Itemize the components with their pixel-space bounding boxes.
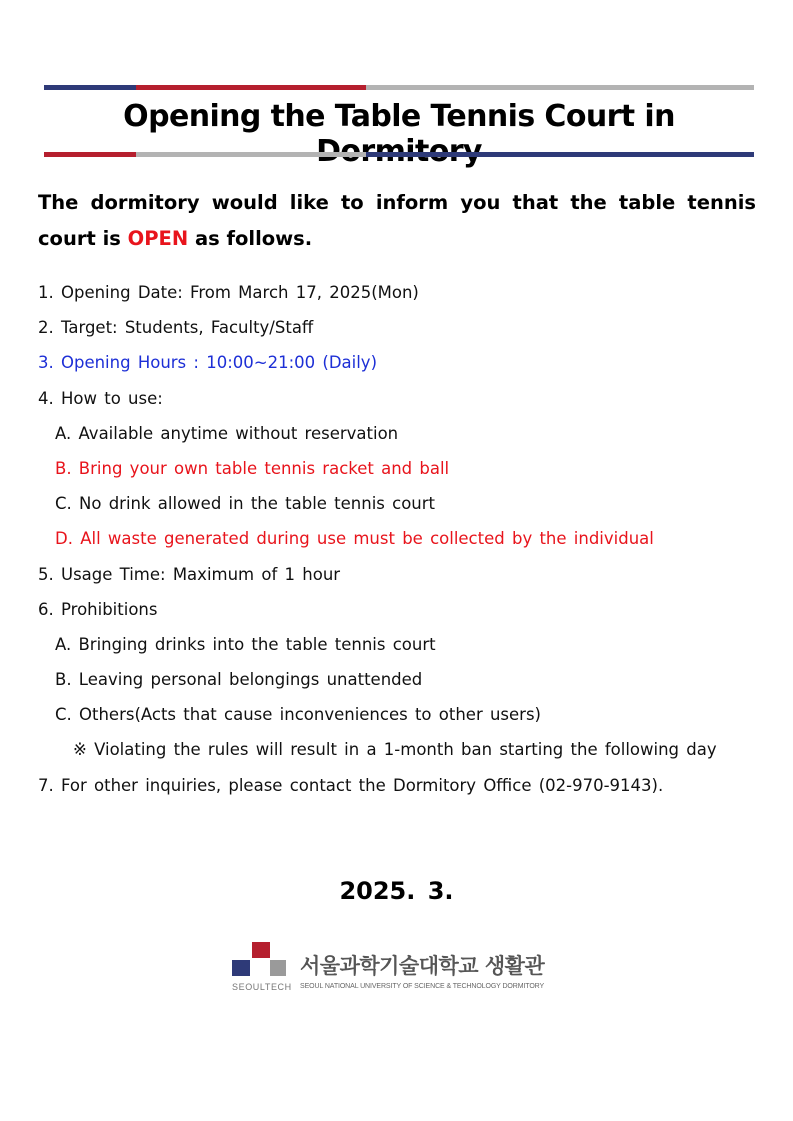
how-to-use-d: D. All waste generated during use must be collected by the individual <box>55 529 654 549</box>
page-title: Opening the Table Tennis Court in <box>123 99 675 134</box>
seoultech-logo-icon <box>232 940 292 982</box>
notice-list <box>38 280 768 808</box>
intro-text-end: as follows. <box>188 227 313 250</box>
item-prohibitions: 6. Prohibitions <box>38 599 158 619</box>
logo-short-name: SEOULTECH <box>232 982 292 992</box>
item-how-to-use: 4. How to use: <box>38 388 163 408</box>
violation-note: ※ Violating the rules will result in a 1-month ban starting the following day <box>73 740 717 760</box>
item-target: 2. Target: Students, Faculty/Staff <box>38 318 314 338</box>
item-opening-date: 1. Opening Date: From March 17, 2025(Mon) <box>38 283 419 302</box>
prohibition-a: A. Bringing drinks into the table tennis court <box>55 634 436 654</box>
notice-date: 2025. 3. <box>339 877 454 905</box>
title-top-rule <box>44 85 754 90</box>
item-inquiries: 7. For other inquiries, please contact the Dormitory Office (02-970-9143). <box>38 775 664 795</box>
prohibition-b: B. Leaving personal belongings unattended <box>55 670 423 690</box>
item-opening-hours: 3. Opening Hours : 10:00~21:00 (Daily) <box>38 353 378 373</box>
open-highlight: OPEN <box>127 227 189 250</box>
how-to-use-b: B. Bring your own table tennis racket and ball <box>55 458 450 478</box>
intro-text: The dormitory would like to inform you that the table tennis court is <box>38 191 756 250</box>
how-to-use-c: C. No drink allowed in the table tennis court <box>55 494 436 514</box>
title-bottom-rule <box>44 152 754 157</box>
how-to-use-a: A. Available anytime without reservation <box>55 423 399 443</box>
prohibition-c: C. Others(Acts that cause inconveniences to other users) <box>55 705 541 725</box>
logo-english-name: SEOUL NATIONAL UNIVERSITY OF SCIENCE & TECHNOLOGY DORMITORY <box>300 983 545 990</box>
intro-paragraph <box>38 185 756 257</box>
university-logo <box>232 940 562 996</box>
logo-korean-name: 서울과학기술대학교 생활관 <box>300 954 545 978</box>
item-usage-time: 5. Usage Time: Maximum of 1 hour <box>38 564 341 584</box>
